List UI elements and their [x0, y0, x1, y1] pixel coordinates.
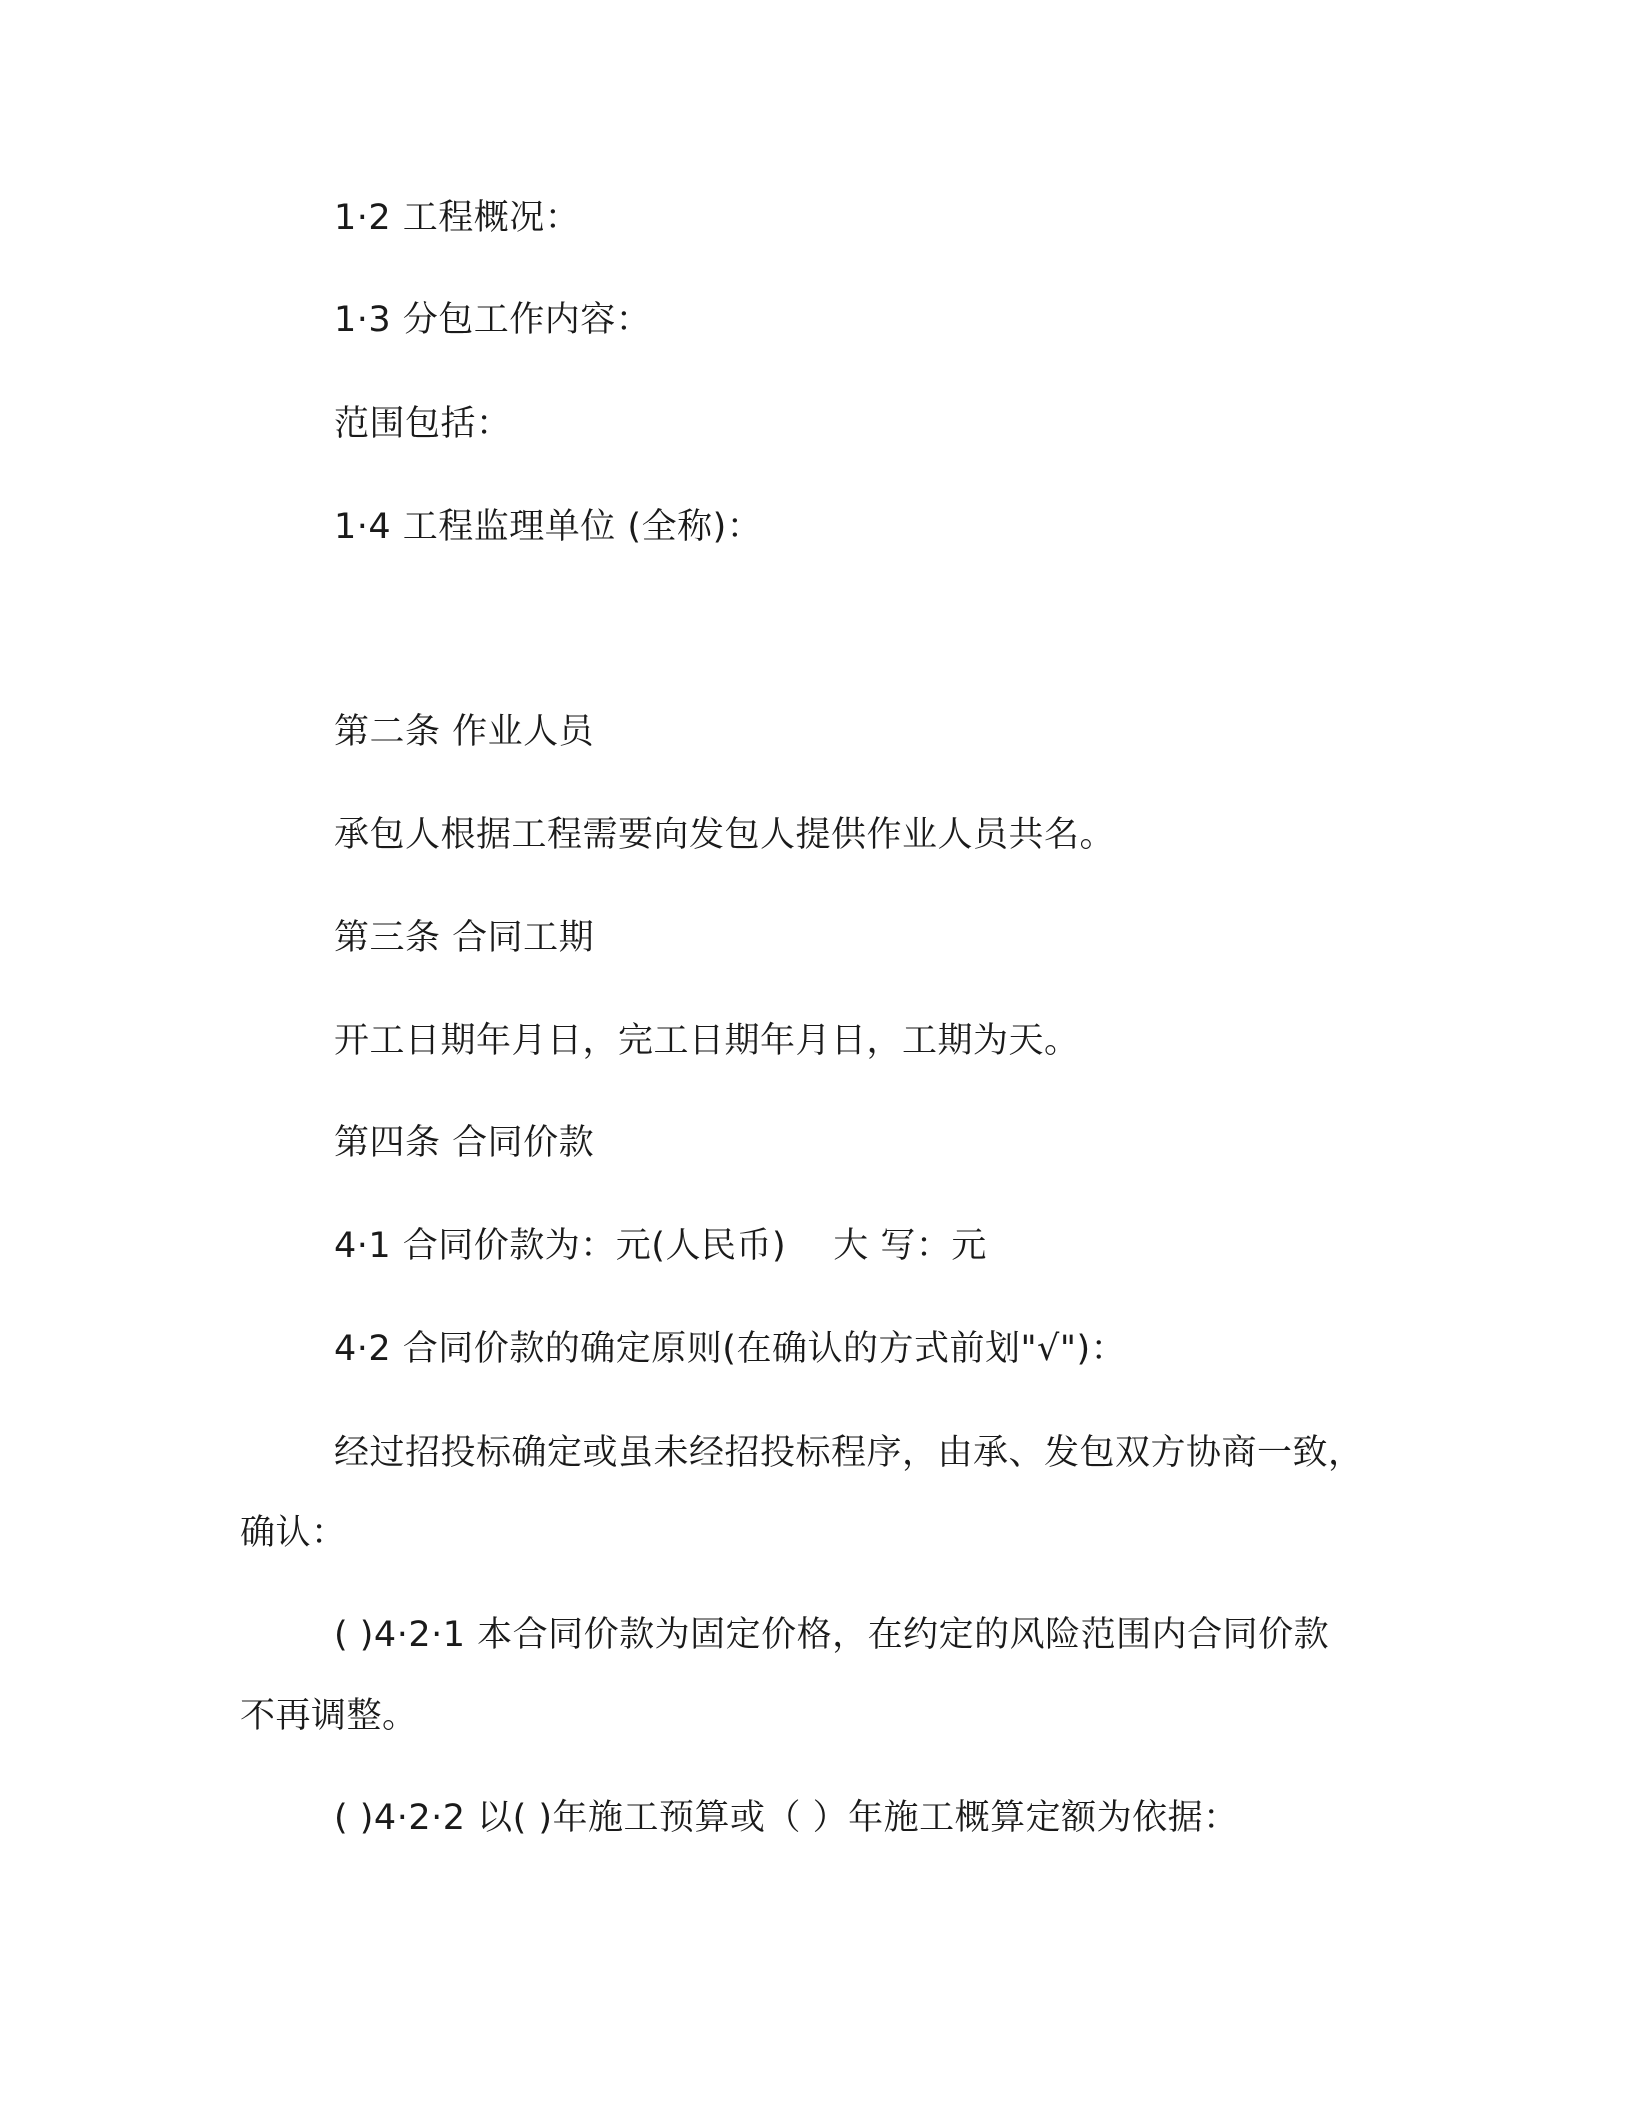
article-3-text: 开工日期年月日，完工日期年月日，工期为天。 [334, 1021, 1080, 1061]
section-4-2-1-line-2: 不再调整。 [240, 1696, 418, 1736]
paragraph-bidding-line-1: 经过招投标确定或虽未经招投标程序，由承、发包双方协商一致， [334, 1433, 1364, 1473]
article-4-heading: 第四条 合同价款 [334, 1123, 595, 1163]
article-3-heading: 第三条 合同工期 [334, 918, 595, 958]
article-2-heading: 第二条 作业人员 [334, 712, 595, 752]
section-4-2-price-principle: 4·2 合同价款的确定原则(在确认的方式前划"√")： [334, 1329, 1127, 1369]
scope-label: 范围包括： [334, 404, 512, 444]
section-4-2-2: ( )4·2·2 以( )年施工预算或（ ）年施工概算定额为依据： [334, 1798, 1239, 1838]
section-4-2-1-line-1: ( )4·2·1 本合同价款为固定价格，在约定的风险范围内合同价款 [334, 1615, 1330, 1655]
article-2-text: 承包人根据工程需要向发包人提供作业人员共名。 [334, 815, 1116, 855]
section-1-4-supervision-unit: 1·4 工程监理单位 (全称)： [334, 507, 763, 547]
section-1-2-project-overview: 1·2 工程概况： [334, 198, 581, 238]
paragraph-bidding-line-2: 确认： [240, 1513, 347, 1553]
section-1-3-subcontract-content: 1·3 分包工作内容： [334, 300, 652, 340]
section-4-1-contract-price: 4·1 合同价款为：元(人民币) 大 写：元 [334, 1226, 987, 1266]
